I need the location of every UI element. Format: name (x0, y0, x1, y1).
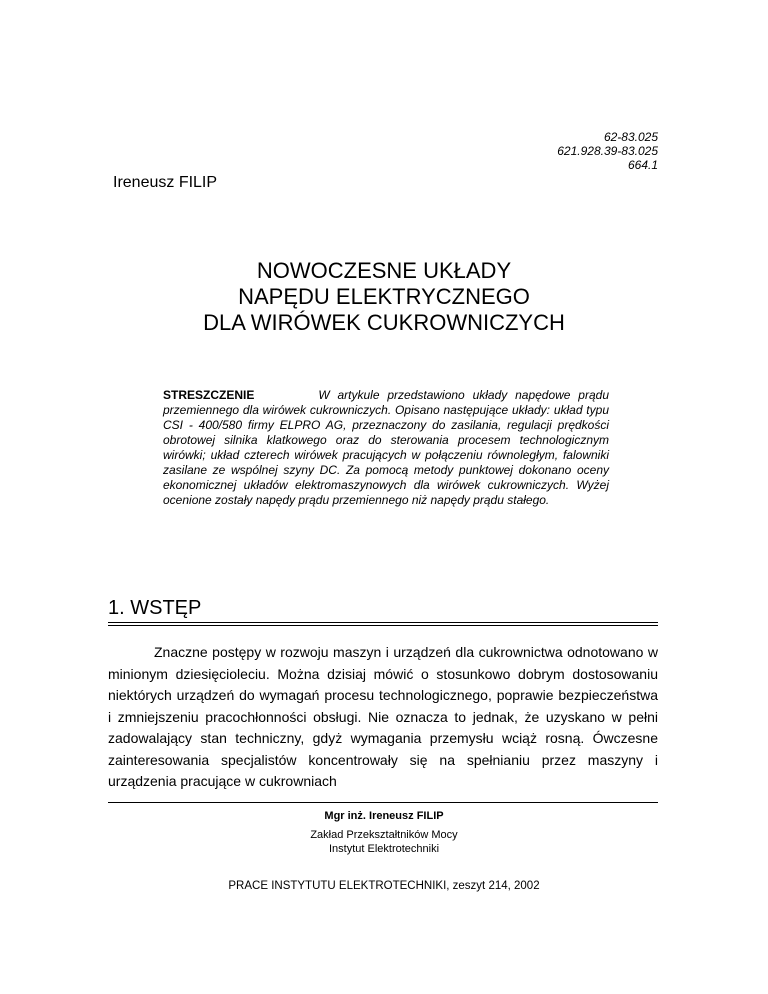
author-name: Ireneusz FILIP (113, 174, 218, 191)
abstract-label: STRESZCZENIE (163, 388, 255, 402)
section-divider (108, 622, 658, 626)
udc-code: 664.1 (627, 158, 658, 172)
journal-footer: PRACE INSTYTUTU ELEKTROTECHNIKI, zeszyt 214, 2002 (228, 880, 540, 892)
title-line: NAPĘDU ELEKTRYCZNEGO (238, 284, 530, 309)
affiliation-institute: Instytut Elektrotechniki (328, 843, 440, 855)
affiliation (0, 809, 768, 856)
affiliation-department: Zakład Przekształtników Mocy (310, 829, 458, 841)
title-line: NOWOCZESNE UKŁADY (256, 258, 512, 283)
abstract-text: W artykule przedstawiono układy napędowe prądu przemiennego dla wirówek cukrowniczych. Opisano następujące układy: układ typu CSI - 400/580 firmy ELPRO AG, przeznaczony do zasilania, regulacji prędkości obrotowej silnika klatkowego oraz do sterowania procesem technologicznym wirówki; układ czterech wirówek pracujących w połączeniu równoległym, falowniki zasilane ze wspólnej szyny DC. Za pomocą metody punktowej dokonano oceny ekonomicznej układów elektromaszynowych dla wirówek cukrowniczych. Wyżej ocenione zostały napędy prądu przemiennego niż napędy prądu stałego. (163, 388, 609, 507)
paper-title (0, 258, 768, 336)
udc-codes (557, 130, 658, 172)
udc-code: 621.928.39-83.025 (557, 144, 658, 158)
abstract (163, 388, 609, 508)
udc-code: 62-83.025 (603, 130, 658, 144)
footnote-divider (108, 802, 658, 803)
body-paragraph: Znaczne postępy w rozwoju maszyn i urządzeń dla cukrownictwa odnotowano w minionym dziesięcioleciu. Można dzisiaj mówić o stosunkowo dobrym dostosowaniu niektórych urządzeń do wymagań procesu technologicznego, poprawie bezpieczeństwa i zmniejszeniu pracochłonności obsługi. Nie oznacza to jednak, że uzyskano w pełni zadowalający stan techniczny, gdyż wymagania przemysłu wciąż rosną. Ówczesne zainteresowania specjalistów koncentrowały się na spełnianiu przez maszyny i urządzenia pracujące w cukrowniach (108, 644, 658, 789)
title-line: DLA WIRÓWEK CUKROWNICZYCH (203, 310, 565, 335)
affiliation-author: Mgr inż. Ireneusz FILIP (324, 810, 444, 822)
section-heading: 1. WSTĘP (108, 597, 202, 619)
